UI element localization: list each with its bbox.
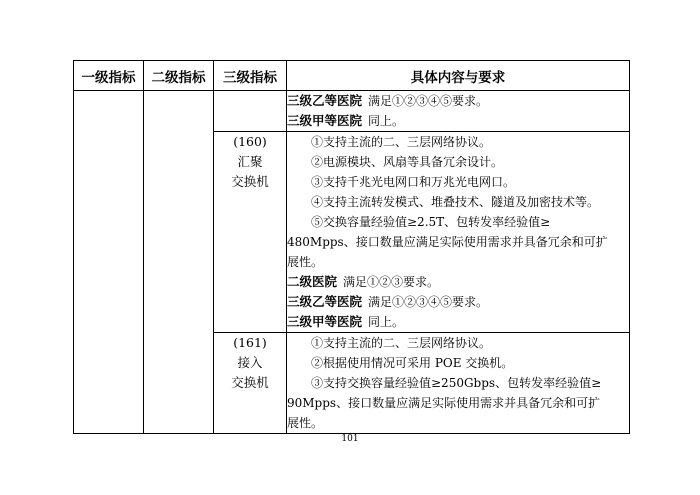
table-row-continuation (74, 91, 630, 132)
content-cell-161 (287, 333, 630, 434)
indicator-name-cell (214, 333, 287, 434)
requirement-item: ②根据使用情况可采用 POE 交换机。 (311, 356, 514, 370)
level3-cell-empty (214, 91, 287, 132)
page-number: 101 (341, 434, 359, 444)
grade-line: 三级甲等医院 同上。 (287, 314, 405, 329)
requirement-item: 展性。 (287, 255, 324, 269)
requirement-item: ③支持交换容量经验值≥250Gbps、包转发率经验值≥ (311, 376, 602, 390)
indicator-id: (161) (233, 335, 267, 350)
requirement-item: ①支持主流的二、三层网络协议。 (311, 135, 492, 149)
requirement-item: 480Mpps、接口数量应满足实际使用需求并具备冗余和可扩 (287, 235, 608, 249)
indicator-name-line: 交换机 (231, 375, 269, 390)
grade-line: 二级医院 满足①②③要求。 (287, 274, 440, 289)
indicator-name-cell (214, 132, 287, 333)
header-level3: 三级指标 (214, 61, 287, 91)
content-cell-160 (287, 132, 630, 333)
header-content: 具体内容与要求 (287, 61, 630, 91)
header-level2: 二级指标 (144, 61, 214, 91)
level2-cell (144, 91, 214, 434)
requirement-item: ②电源模块、风扇等具备冗余设计。 (311, 155, 504, 169)
requirement-item: ③支持千兆光电网口和万兆光电网口。 (311, 175, 516, 189)
indicator-name-line: 汇聚 (237, 154, 263, 169)
indicator-name-line: 交换机 (231, 174, 269, 189)
table-header-row (74, 61, 630, 91)
level1-cell (74, 91, 144, 434)
requirements-table (73, 60, 630, 434)
content-cell-continuation (287, 91, 630, 132)
grade-line: 三级乙等医院 满足①②③④⑤要求。 (287, 294, 489, 309)
requirement-item: 展性。 (287, 416, 324, 430)
grade-line: 三级乙等医院 满足①②③④⑤要求。 (287, 93, 489, 108)
requirement-item: ④支持主流转发模式、堆叠技术、隧道及加密技术等。 (311, 195, 600, 209)
grade-line: 三级甲等医院 同上。 (287, 113, 405, 128)
requirement-item: ⑤交换容量经验值≥2.5T、包转发率经验值≥ (311, 215, 551, 229)
requirement-item: ①支持主流的二、三层网络协议。 (311, 336, 492, 350)
indicator-name-line: 接入 (237, 355, 263, 370)
requirement-item: 90Mpps、接口数量应满足实际使用需求并具备冗余和可扩 (287, 396, 601, 410)
indicator-id: (160) (233, 134, 267, 149)
header-level1: 一级指标 (74, 61, 144, 91)
